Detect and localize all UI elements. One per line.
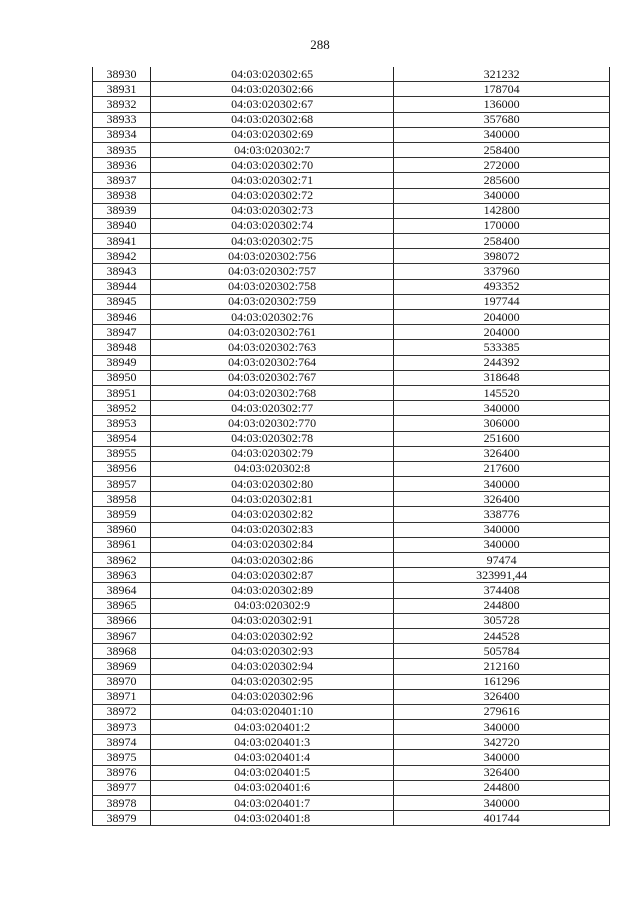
value-cell: 145520 [394, 385, 610, 400]
row-number-cell: 38972 [93, 704, 151, 719]
value-cell: 244392 [394, 355, 610, 370]
value-cell: 272000 [394, 158, 610, 173]
row-number-cell: 38950 [93, 370, 151, 385]
table-row [93, 537, 610, 552]
value-cell: 326400 [394, 765, 610, 780]
cadastral-number-cell: 04:03:020401:3 [151, 735, 394, 750]
row-number-cell: 38949 [93, 355, 151, 370]
cadastral-number-cell: 04:03:020302:65 [151, 67, 394, 82]
cadastral-number-cell: 04:03:020302:81 [151, 492, 394, 507]
cadastral-number-cell: 04:03:020302:768 [151, 385, 394, 400]
row-number-cell: 38936 [93, 158, 151, 173]
value-cell: 340000 [394, 188, 610, 203]
cadastral-number-cell: 04:03:020302:91 [151, 613, 394, 628]
value-cell: 258400 [394, 142, 610, 157]
table-row [93, 355, 610, 370]
row-number-cell: 38958 [93, 492, 151, 507]
value-cell: 340000 [394, 750, 610, 765]
row-number-cell: 38942 [93, 249, 151, 264]
table-row [93, 416, 610, 431]
row-number-cell: 38956 [93, 461, 151, 476]
table-row [93, 780, 610, 795]
table-row [93, 385, 610, 400]
cadastral-number-cell: 04:03:020302:74 [151, 218, 394, 233]
value-cell: 318648 [394, 370, 610, 385]
row-number-cell: 38946 [93, 310, 151, 325]
row-number-cell: 38931 [93, 82, 151, 97]
row-number-cell: 38940 [93, 218, 151, 233]
row-number-cell: 38948 [93, 340, 151, 355]
row-number-cell: 38964 [93, 583, 151, 598]
value-cell: 340000 [394, 127, 610, 142]
row-number-cell: 38957 [93, 477, 151, 492]
table-row [93, 765, 610, 780]
table-row [93, 82, 610, 97]
row-number-cell: 38970 [93, 674, 151, 689]
value-cell: 204000 [394, 310, 610, 325]
row-number-cell: 38941 [93, 234, 151, 249]
cadastral-number-cell: 04:03:020302:89 [151, 583, 394, 598]
table-row [93, 188, 610, 203]
value-cell: 212160 [394, 659, 610, 674]
table-row [93, 461, 610, 476]
cadastral-number-cell: 04:03:020302:96 [151, 689, 394, 704]
value-cell: 357680 [394, 112, 610, 127]
row-number-cell: 38938 [93, 188, 151, 203]
row-number-cell: 38934 [93, 127, 151, 142]
row-number-cell: 38937 [93, 173, 151, 188]
cadastral-number-cell: 04:03:020302:73 [151, 203, 394, 218]
cadastral-number-cell: 04:03:020302:70 [151, 158, 394, 173]
value-cell: 340000 [394, 522, 610, 537]
value-cell: 340000 [394, 537, 610, 552]
cadastral-number-cell: 04:03:020302:756 [151, 249, 394, 264]
row-number-cell: 38947 [93, 325, 151, 340]
table-row [93, 294, 610, 309]
value-cell: 251600 [394, 431, 610, 446]
cadastral-number-cell: 04:03:020302:92 [151, 628, 394, 643]
cadastral-number-cell: 04:03:020401:6 [151, 780, 394, 795]
table-row [93, 613, 610, 628]
row-number-cell: 38932 [93, 97, 151, 112]
table-row [93, 158, 610, 173]
value-cell: 244800 [394, 598, 610, 613]
row-number-cell: 38961 [93, 537, 151, 552]
cadastral-number-cell: 04:03:020302:83 [151, 522, 394, 537]
table-row [93, 173, 610, 188]
row-number-cell: 38945 [93, 294, 151, 309]
table-row [93, 431, 610, 446]
cadastral-number-cell: 04:03:020302:71 [151, 173, 394, 188]
cadastral-number-cell: 04:03:020302:761 [151, 325, 394, 340]
value-cell: 398072 [394, 249, 610, 264]
table-row [93, 142, 610, 157]
value-cell: 401744 [394, 811, 610, 826]
value-cell: 279616 [394, 704, 610, 719]
cadastral-number-cell: 04:03:020302:84 [151, 537, 394, 552]
cadastral-number-cell: 04:03:020302:75 [151, 234, 394, 249]
row-number-cell: 38976 [93, 765, 151, 780]
table-row [93, 704, 610, 719]
table-row [93, 689, 610, 704]
row-number-cell: 38971 [93, 689, 151, 704]
cadastral-number-cell: 04:03:020401:8 [151, 811, 394, 826]
value-cell: 337960 [394, 264, 610, 279]
cadastral-number-cell: 04:03:020302:77 [151, 401, 394, 416]
cadastral-number-cell: 04:03:020302:763 [151, 340, 394, 355]
value-cell: 342720 [394, 735, 610, 750]
value-cell: 244528 [394, 628, 610, 643]
cadastral-number-cell: 04:03:020302:759 [151, 294, 394, 309]
table-row [93, 507, 610, 522]
row-number-cell: 38944 [93, 279, 151, 294]
cadastral-number-cell: 04:03:020302:757 [151, 264, 394, 279]
value-cell: 142800 [394, 203, 610, 218]
value-cell: 338776 [394, 507, 610, 522]
cadastral-number-cell: 04:03:020302:764 [151, 355, 394, 370]
cadastral-number-cell: 04:03:020302:78 [151, 431, 394, 446]
value-cell: 493352 [394, 279, 610, 294]
table-row [93, 674, 610, 689]
row-number-cell: 38951 [93, 385, 151, 400]
cadastral-number-cell: 04:03:020302:86 [151, 553, 394, 568]
row-number-cell: 38969 [93, 659, 151, 674]
table-row [93, 401, 610, 416]
table-row [93, 127, 610, 142]
table-row [93, 492, 610, 507]
cadastral-number-cell: 04:03:020302:82 [151, 507, 394, 522]
value-cell: 340000 [394, 720, 610, 735]
value-cell: 170000 [394, 218, 610, 233]
table-row [93, 234, 610, 249]
value-cell: 136000 [394, 97, 610, 112]
table-row [93, 203, 610, 218]
table-row [93, 67, 610, 82]
row-number-cell: 38965 [93, 598, 151, 613]
table-row [93, 325, 610, 340]
row-number-cell: 38943 [93, 264, 151, 279]
value-cell: 258400 [394, 234, 610, 249]
row-number-cell: 38952 [93, 401, 151, 416]
table-row [93, 264, 610, 279]
table-body [93, 67, 610, 826]
table-row [93, 644, 610, 659]
value-cell: 217600 [394, 461, 610, 476]
row-number-cell: 38954 [93, 431, 151, 446]
value-cell: 161296 [394, 674, 610, 689]
cadastral-number-cell: 04:03:020302:76 [151, 310, 394, 325]
cadastral-number-cell: 04:03:020302:79 [151, 446, 394, 461]
row-number-cell: 38968 [93, 644, 151, 659]
table-row [93, 568, 610, 583]
table-row [93, 628, 610, 643]
value-cell: 374408 [394, 583, 610, 598]
cadastral-number-cell: 04:03:020401:7 [151, 796, 394, 811]
cadastral-number-cell: 04:03:020302:69 [151, 127, 394, 142]
table-row [93, 553, 610, 568]
cadastral-number-cell: 04:03:020302:758 [151, 279, 394, 294]
cadastral-value-table [92, 67, 610, 826]
table-row [93, 370, 610, 385]
row-number-cell: 38963 [93, 568, 151, 583]
value-cell: 204000 [394, 325, 610, 340]
cadastral-number-cell: 04:03:020302:93 [151, 644, 394, 659]
value-cell: 321232 [394, 67, 610, 82]
value-cell: 326400 [394, 446, 610, 461]
cadastral-number-cell: 04:03:020302:67 [151, 97, 394, 112]
cadastral-number-cell: 04:03:020302:94 [151, 659, 394, 674]
value-cell: 244800 [394, 780, 610, 795]
value-cell: 326400 [394, 492, 610, 507]
value-cell: 340000 [394, 796, 610, 811]
value-cell: 197744 [394, 294, 610, 309]
row-number-cell: 38959 [93, 507, 151, 522]
cadastral-number-cell: 04:03:020302:66 [151, 82, 394, 97]
table-row [93, 598, 610, 613]
row-number-cell: 38979 [93, 811, 151, 826]
table-row [93, 279, 610, 294]
table-row [93, 218, 610, 233]
value-cell: 285600 [394, 173, 610, 188]
row-number-cell: 38939 [93, 203, 151, 218]
cadastral-number-cell: 04:03:020302:767 [151, 370, 394, 385]
cadastral-number-cell: 04:03:020302:72 [151, 188, 394, 203]
row-number-cell: 38960 [93, 522, 151, 537]
table-row [93, 446, 610, 461]
value-cell: 305728 [394, 613, 610, 628]
cadastral-number-cell: 04:03:020302:7 [151, 142, 394, 157]
cadastral-number-cell: 04:03:020401:4 [151, 750, 394, 765]
table-row [93, 97, 610, 112]
table-row [93, 583, 610, 598]
table-row [93, 477, 610, 492]
row-number-cell: 38955 [93, 446, 151, 461]
row-number-cell: 38962 [93, 553, 151, 568]
cadastral-number-cell: 04:03:020302:9 [151, 598, 394, 613]
table-row [93, 112, 610, 127]
value-cell: 306000 [394, 416, 610, 431]
row-number-cell: 38966 [93, 613, 151, 628]
row-number-cell: 38933 [93, 112, 151, 127]
row-number-cell: 38974 [93, 735, 151, 750]
cadastral-number-cell: 04:03:020401:2 [151, 720, 394, 735]
row-number-cell: 38978 [93, 796, 151, 811]
cadastral-number-cell: 04:03:020302:80 [151, 477, 394, 492]
value-cell: 178704 [394, 82, 610, 97]
table-row [93, 340, 610, 355]
row-number-cell: 38930 [93, 67, 151, 82]
row-number-cell: 38953 [93, 416, 151, 431]
cadastral-number-cell: 04:03:020302:95 [151, 674, 394, 689]
cadastral-number-cell: 04:03:020302:8 [151, 461, 394, 476]
cadastral-number-cell: 04:03:020401:5 [151, 765, 394, 780]
table-row [93, 796, 610, 811]
value-cell: 533385 [394, 340, 610, 355]
table-row [93, 811, 610, 826]
table-row [93, 249, 610, 264]
row-number-cell: 38967 [93, 628, 151, 643]
value-cell: 97474 [394, 553, 610, 568]
row-number-cell: 38975 [93, 750, 151, 765]
table-row [93, 720, 610, 735]
table-row [93, 522, 610, 537]
table-row [93, 659, 610, 674]
table-row [93, 735, 610, 750]
value-cell: 340000 [394, 401, 610, 416]
value-cell: 340000 [394, 477, 610, 492]
page-number: 288 [310, 37, 330, 52]
cadastral-number-cell: 04:03:020302:87 [151, 568, 394, 583]
value-cell: 326400 [394, 689, 610, 704]
cadastral-number-cell: 04:03:020302:770 [151, 416, 394, 431]
row-number-cell: 38973 [93, 720, 151, 735]
row-number-cell: 38977 [93, 780, 151, 795]
table-row [93, 310, 610, 325]
cadastral-number-cell: 04:03:020302:68 [151, 112, 394, 127]
row-number-cell: 38935 [93, 142, 151, 157]
table-row [93, 750, 610, 765]
cadastral-number-cell: 04:03:020401:10 [151, 704, 394, 719]
value-cell: 323991,44 [394, 568, 610, 583]
value-cell: 505784 [394, 644, 610, 659]
